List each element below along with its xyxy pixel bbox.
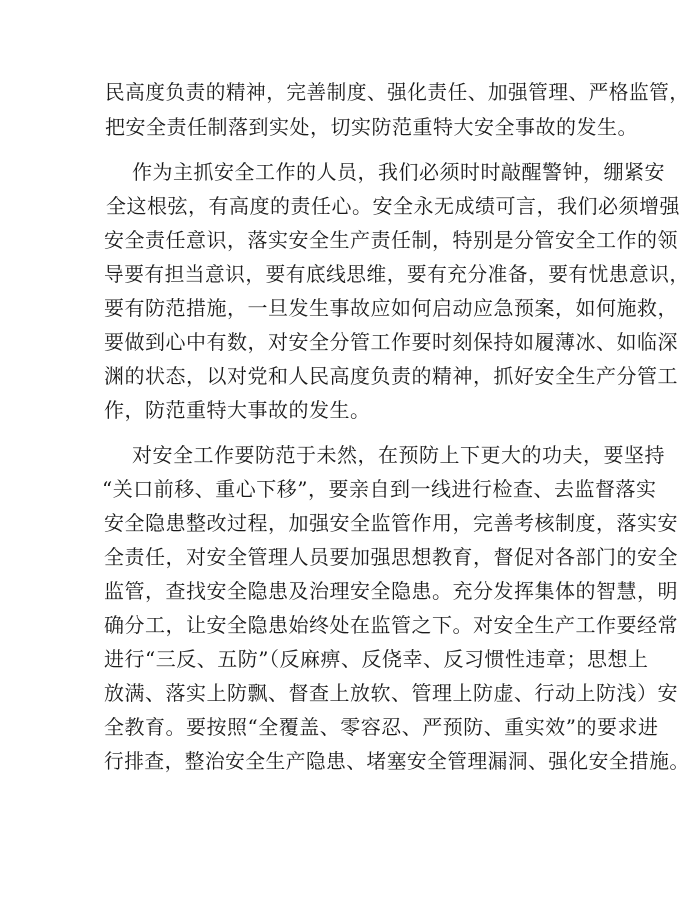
text-line: 安全隐患整改过程，加强安全监管作用，完善考核制度，落实安 bbox=[104, 511, 678, 535]
text-line: 作，防范重特大事故的发生。 bbox=[104, 398, 371, 422]
text-line: 全这根弦，有高度的责任心。安全永无成绩可言，我们必须增强 bbox=[106, 194, 680, 218]
text-line: 进行“三反、五防”（反麻痹、反侥幸、反习惯性违章；思想上 bbox=[104, 647, 649, 671]
text-line: 把安全责任制落到实处，切实防范重特大安全事故的发生。 bbox=[105, 115, 638, 139]
text-line: 行排查，整治安全生产隐患、堵塞安全管理漏洞、强化安全措施。 bbox=[104, 749, 690, 773]
text-line: 安全责任意识，落实安全生产责任制，特别是分管安全工作的领 bbox=[104, 228, 678, 252]
text-line: 放满、落实上防飘、督查上放软、管理上防虚、行动上防浅）安 bbox=[104, 681, 678, 705]
text-line: 民高度负责的精神，完善制度、强化责任、加强管理、严格监管， bbox=[105, 80, 690, 104]
text-line: 全教育。要按照“全覆盖、零容忍、严预防、重实效”的要求进 bbox=[104, 715, 659, 739]
text-line: 要做到心中有数，对安全分管工作要时刻保持如履薄冰、如临深 bbox=[104, 330, 678, 354]
text-line: 对安全工作要防范于未然，在预防上下更大的功夫，要坚持 bbox=[132, 443, 665, 467]
text-line: 确分工，让安全隐患始终处在监管之下。对安全生产工作要经常 bbox=[104, 613, 678, 637]
text-line: “关口前移、重心下移”，要亲自到一线进行检查、去监督落实 bbox=[102, 477, 657, 501]
text-line: 监管，查找安全隐患及治理安全隐患。充分发挥集体的智慧，明 bbox=[104, 579, 678, 603]
text-line: 作为主抓安全工作的人员，我们必须时时敲醒警钟，绷紧安 bbox=[132, 160, 665, 184]
text-line: 导要有担当意识，要有底线思维，要有充分准备，要有忧患意识， bbox=[104, 262, 690, 286]
text-line: 渊的状态，以对党和人民高度负责的精神，抓好安全生产分管工 bbox=[104, 364, 678, 388]
text-line: 要有防范措施，一旦发生事故应如何启动应急预案，如何施救， bbox=[104, 296, 678, 320]
text-line: 全责任，对安全管理人员要加强思想教育，督促对各部门的安全 bbox=[104, 545, 678, 569]
